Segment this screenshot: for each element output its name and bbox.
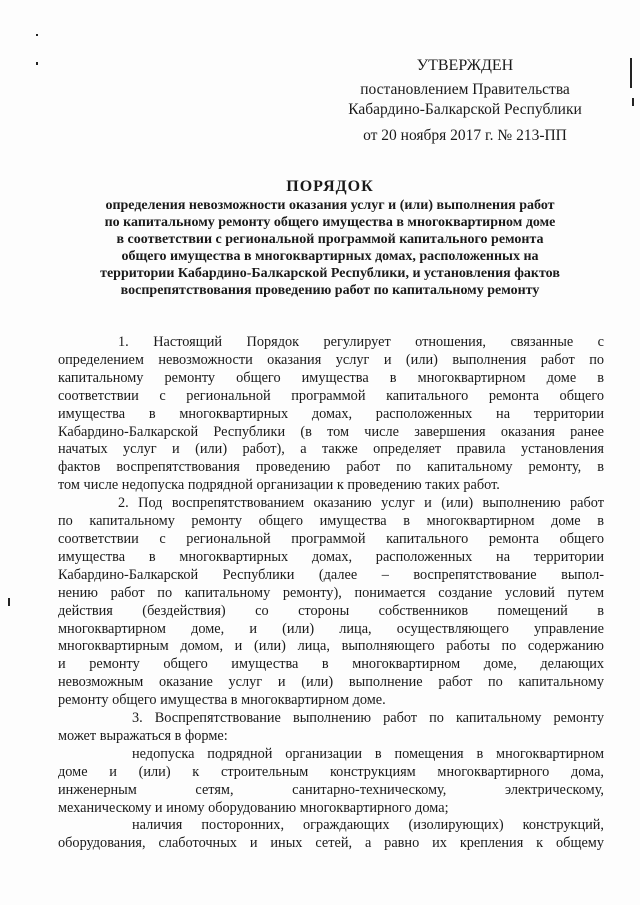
subtitle-line: воспрепятствования проведению работ по капитальному ремонту: [120, 283, 540, 298]
text-line: наличия посторонних, ограждающих (изолирующих) конструкций,: [132, 817, 604, 834]
document-title: ПОРЯДОК: [286, 178, 374, 195]
scan-speck: [36, 34, 38, 36]
text-line: имущества в многоквартирных домах, расположенных на территории: [58, 548, 604, 565]
subtitle-line: в соответствии с региональной программой капитального ремонта: [116, 232, 544, 247]
scan-speck: [36, 62, 38, 65]
approval-date: от 20 ноября 2017 г. № 213-ПП: [363, 127, 567, 144]
text-line: 2. Под воспрепятствованием оказанию услуг и (или) выполнению работ: [118, 495, 604, 512]
subtitle-line: по капитальному ремонту общего имущества в многоквартирном доме: [104, 215, 556, 230]
text-line: нению работ по капитальному ремонту), понимается создание условий путем: [58, 584, 604, 601]
text-line: механическому и иному оборудованию многоквартирного дома;: [58, 799, 449, 816]
paragraph-5: [58, 817, 604, 853]
approval-stamp: [330, 56, 600, 146]
text-line: начатых услуг и (или) работ), а также определяет правила установления: [58, 441, 604, 458]
text-line: действия (бездействия) со стороны собственников помещений в: [58, 602, 604, 619]
paragraph-4: [58, 746, 604, 818]
document-body: [58, 334, 604, 853]
text-line: недопуска подрядной организации в помещения в многоквартирном: [132, 745, 604, 762]
text-line: Кабардино-Балкарской Республики (в том числе завершения оказания ранее: [58, 423, 604, 440]
scan-speck: [632, 98, 634, 106]
text-line: капитальному ремонту общего имущества в многоквартирном доме в: [58, 369, 604, 386]
text-line: соответствии с региональной программой капитального ремонта общего: [58, 530, 604, 547]
paragraph-3: [58, 710, 604, 746]
text-line: фактов воспрепятствования проведению работ по капитальному ремонту, в: [58, 459, 604, 476]
paragraph-1: [58, 334, 604, 495]
text-line: Кабардино-Балкарской Республики (далее – воспрепятствование выпол-: [58, 566, 604, 583]
scan-speck: [8, 598, 10, 606]
subtitle-line: определения невозможности оказания услуг и (или) выполнения работ: [105, 198, 555, 213]
text-line: определением невозможности оказания услуг и (или) выполнения работ по: [58, 351, 604, 368]
approval-authority: Кабардино-Балкарской Республики: [348, 101, 582, 118]
text-line: невозможным оказание услуг и (или) выполнение работ по капитальному: [58, 674, 604, 691]
approval-heading: УТВЕРЖДЕН: [416, 57, 514, 74]
text-line: 3. Воспрепятствование выполнению работ по капитальному ремонту: [132, 710, 604, 727]
text-line: инженерным сетям, санитарно-техническому, электрическому,: [58, 781, 604, 798]
text-line: многоквартирным домом, и (или) лица, выполняющего работы по содержанию: [58, 638, 604, 655]
subtitle-line: общего имущества в многоквартирных домах, расположенных на: [121, 249, 539, 264]
subtitle-line: территории Кабардино-Балкарской Республики, и установления фактов: [100, 266, 560, 281]
text-line: оборудования, слаботочных и иных сетей, а равно их крепления к общему: [58, 835, 604, 852]
text-line: ремонту общего имущества в многоквартирном доме.: [58, 692, 386, 709]
approval-by: постановлением Правительства: [360, 81, 570, 98]
text-line: многоквартирном доме, и (или) лица, осуществляющего управление: [58, 620, 604, 637]
scan-speck: [630, 58, 632, 88]
text-line: может выражаться в форме:: [58, 727, 228, 744]
text-line: том числе недопуска подрядной организации к проведению таких работ.: [58, 477, 500, 494]
text-line: доме и (или) к строительным конструкциям многоквартирного дома,: [58, 763, 604, 780]
text-line: по капитальному ремонту общего имущества в многоквартирном доме в: [58, 513, 604, 530]
text-line: имущества в многоквартирных домах, расположенных на территории: [58, 405, 604, 422]
text-line: 1. Настоящий Порядок регулирует отношения, связанные с: [118, 334, 604, 350]
text-line: соответствии с региональной программой капитального ремонта общего: [58, 387, 604, 404]
document-subtitle: [40, 197, 620, 299]
text-line: и ремонту общего имущества в многоквартирном доме, делающих: [58, 656, 604, 673]
paragraph-2: [58, 495, 604, 710]
